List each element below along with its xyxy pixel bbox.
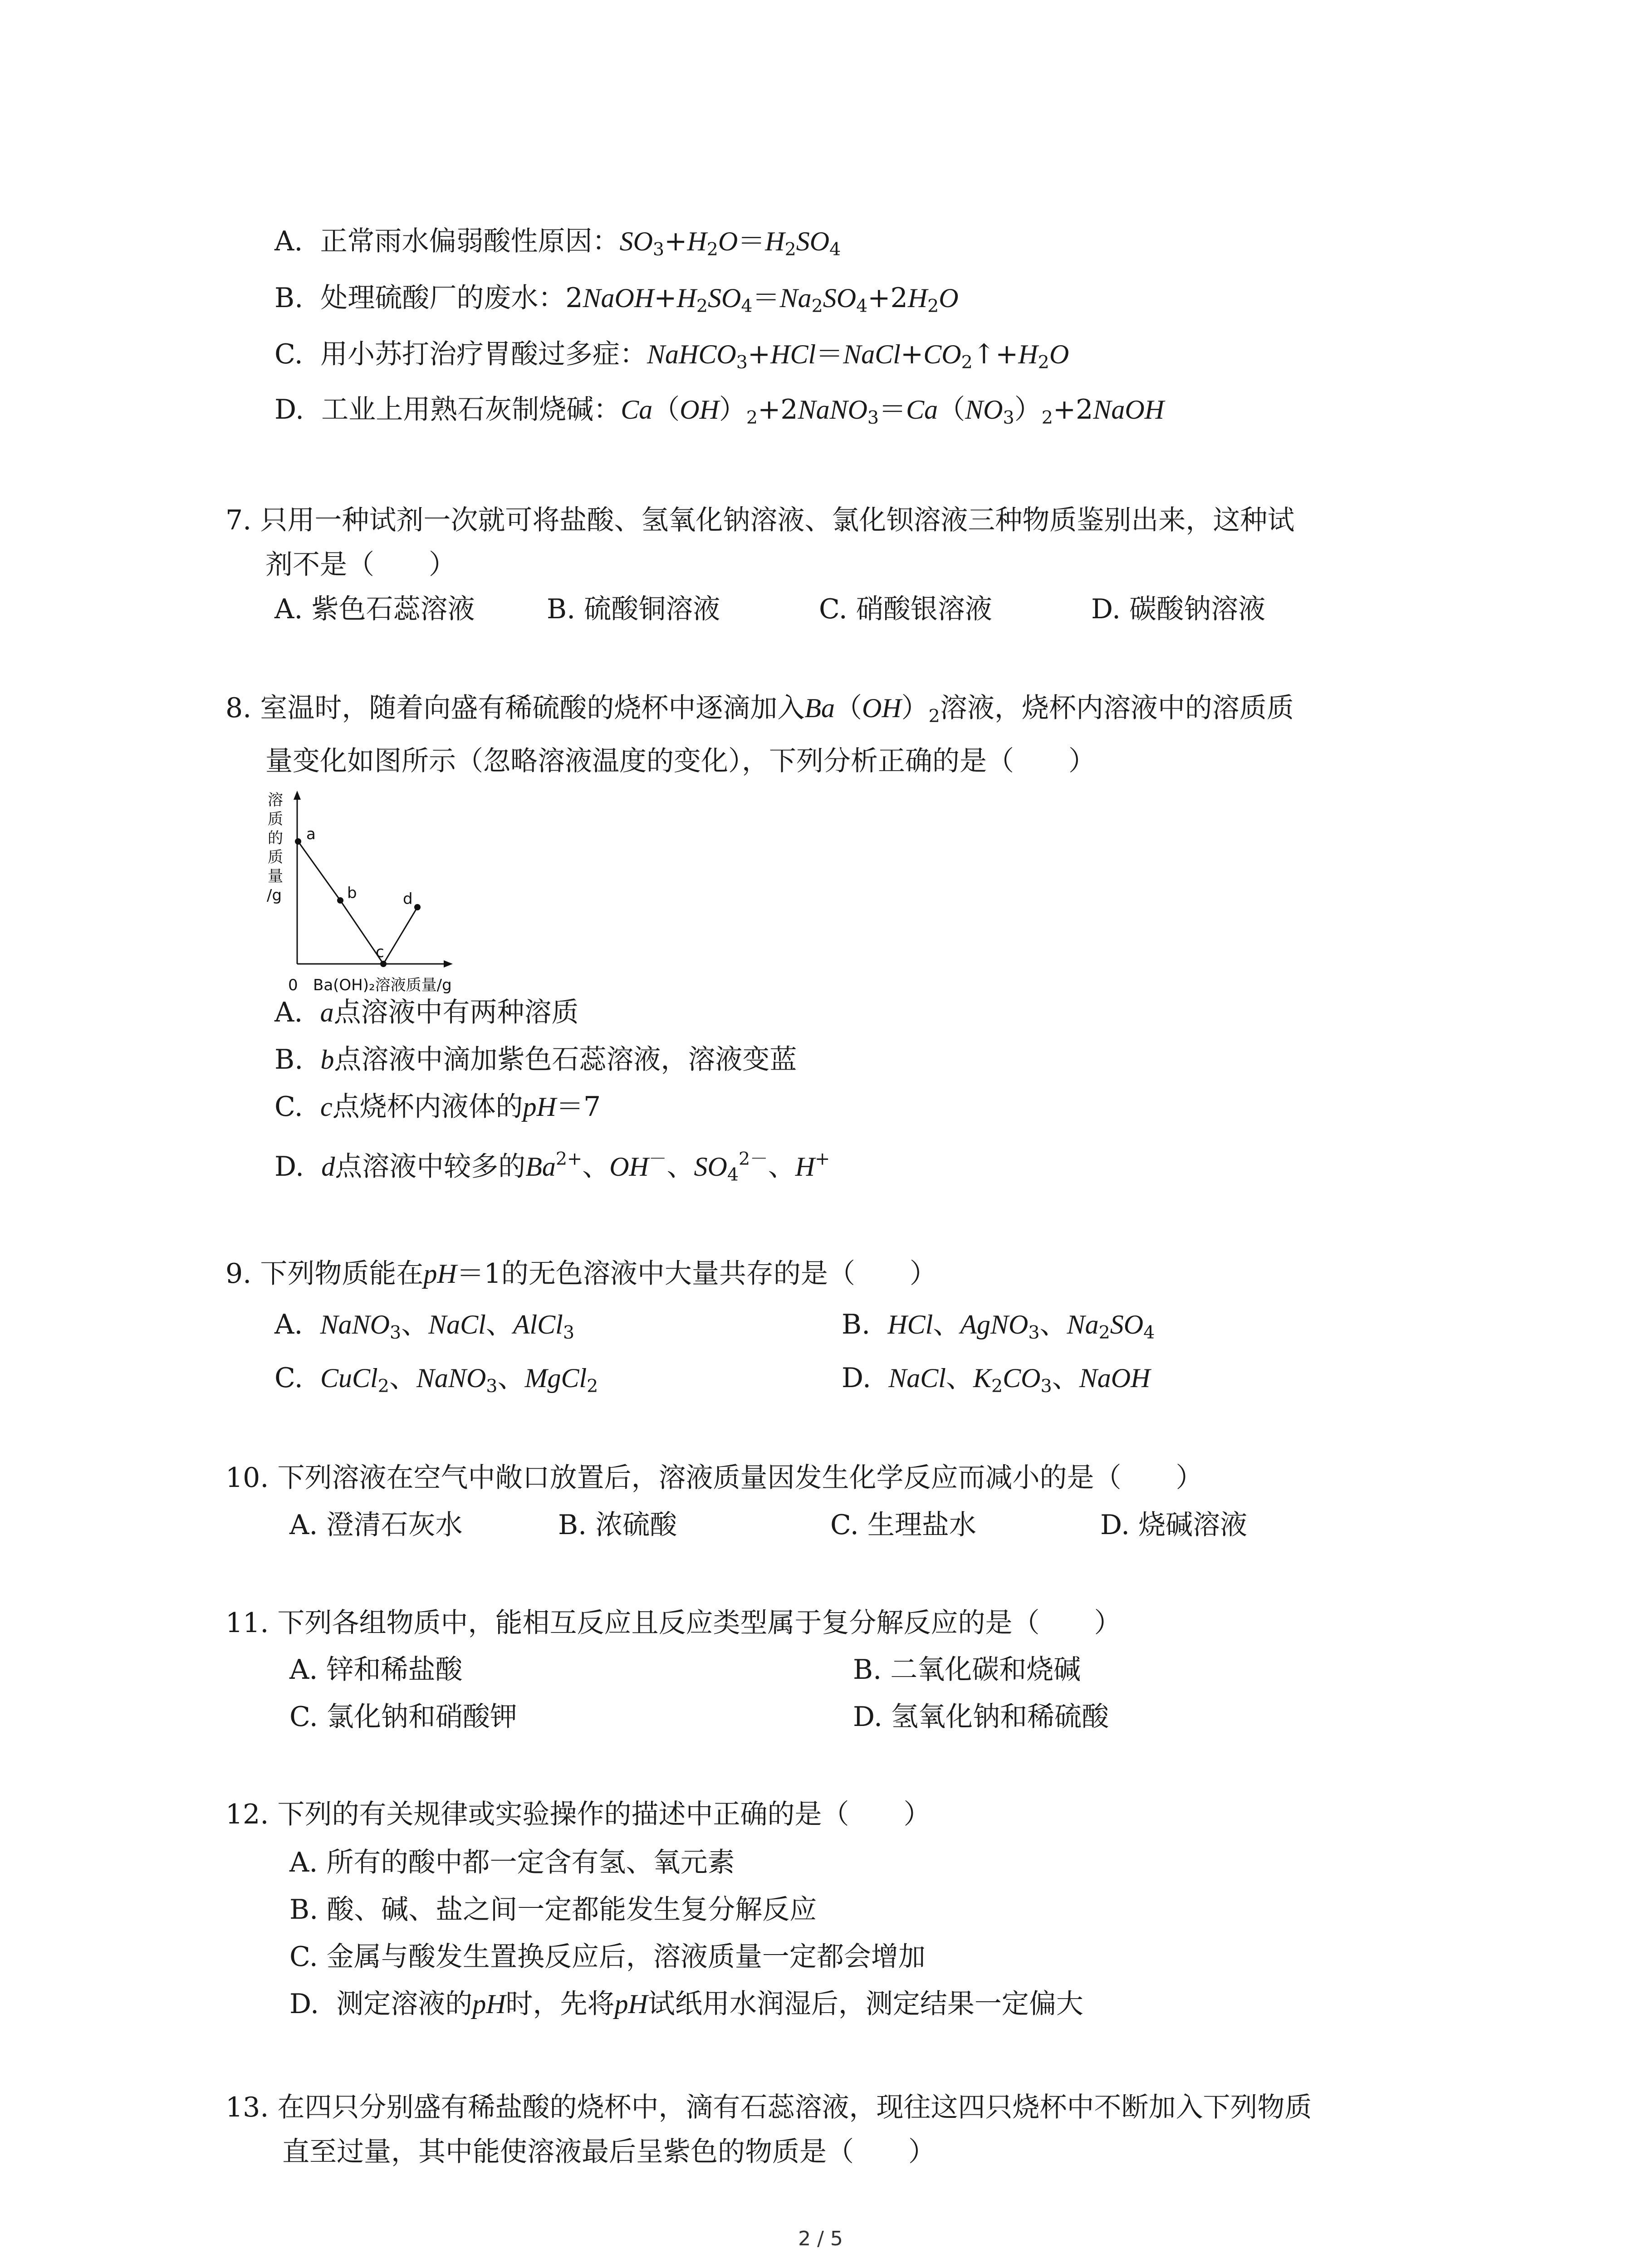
q7-stem-line1: 7. 只用一种试剂一次就可将盐酸、氢氧化钠溶液、氯化钡溶液三种物质鉴别出来，这种试 — [225, 504, 1295, 536]
q8-stem-line2: 量变化如图所示（忽略溶液温度的变化），下列分析正确的是（ ） — [265, 745, 1096, 777]
q7-option-d: D. 碳酸钠溶液 — [1091, 593, 1266, 625]
q12-option-a: A. 所有的酸中都一定含有氢、氧元素 — [289, 1847, 735, 1878]
svg-text:质: 质 — [268, 848, 283, 866]
graph-point-b — [337, 897, 343, 904]
graph-y-label — [267, 791, 283, 904]
q11-option-d: D. 氢氧化钠和稀硫酸 — [853, 1701, 1109, 1733]
q13-stem-line2: 直至过量，其中能使溶液最后呈紫色的物质是（ ） — [282, 2136, 936, 2168]
graph-label-b: b — [347, 884, 357, 902]
q8-option-c: C. c点烧杯内液体的pH＝7 — [274, 1091, 601, 1123]
svg-text:溶: 溶 — [268, 791, 283, 809]
page-number: 2 / 5 — [798, 2227, 843, 2250]
graph-x-label: Ba(OH)₂溶液质量/g — [313, 976, 452, 994]
svg-text:质: 质 — [268, 810, 283, 828]
graph-x-arrow — [444, 960, 453, 968]
graph-label-d: d — [403, 890, 413, 908]
q7-option-c: C. 硝酸银溶液 — [819, 593, 992, 625]
q12-stem: 12. 下列的有关规律或实验操作的描述中正确的是（ ） — [225, 1799, 931, 1830]
svg-text:量: 量 — [268, 867, 283, 885]
q8-graph — [259, 787, 495, 1000]
q10-option-a: A. 澄清石灰水 — [289, 1509, 463, 1541]
q7-option-a: A. 紫色石蕊溶液 — [274, 593, 475, 625]
q8-stem-line1: 8. 室温时，随着向盛有稀硫酸的烧杯中逐滴加入$Ba(OH)_2$溶液，烧杯内溶液中的溶质质 — [225, 692, 1294, 727]
q11-option-c: C. 氯化钠和硝酸钾 — [289, 1701, 517, 1733]
q8-option-b: B. b点溶液中滴加紫色石蕊溶液，溶液变蓝 — [274, 1044, 797, 1075]
q9-option-b: B. HCl、AgNO$_3$、$Na_2SO_4$ — [842, 1309, 1155, 1344]
graph-label-c: c — [376, 943, 384, 961]
q13-stem-line1: 13. 在四只分别盛有稀盐酸的烧杯中，滴有石蕊溶液，现往这四只烧杯中不断加入下列物质 — [225, 2092, 1312, 2123]
q12-option-d: D. 测定溶液的pH时，先将pH试纸用水润湿后，测定结果一定偏大 — [289, 1988, 1083, 2020]
q7-option-b: B. 硫酸铜溶液 — [547, 593, 720, 625]
q11-stem: 11. 下列各组物质中，能相互反应且反应类型属于复分解反应的是（ ） — [225, 1607, 1122, 1639]
graph-curve — [298, 841, 417, 964]
q9-option-c: C. CuCl$_2$、NaNO$_3$、MgCl$_2$ — [274, 1362, 598, 1397]
q8-option-d: D. d点溶液中较多的$Ba^{2+}$、OH－、$SO_4^{2-}$、H+ — [274, 1149, 830, 1185]
q8-option-a: A. a点溶液中有两种溶质 — [274, 997, 579, 1028]
q7-stem-line2: 剂不是（ ） — [265, 549, 456, 581]
q10-option-c: C. 生理盐水 — [830, 1509, 976, 1541]
q9-option-a: A. NaNO$_3$、NaCl、AlCl$_3$ — [274, 1309, 575, 1344]
graph-point-c — [380, 961, 387, 967]
graph-origin-label: 0 — [288, 976, 298, 994]
q9-option-d: D. NaCl、$K_2CO_3$、NaOH — [842, 1362, 1151, 1397]
q12-option-c: C. 金属与酸发生置换反应后，溶液质量一定都会增加 — [289, 1941, 926, 1973]
q12-option-b: B. 酸、碱、盐之间一定都能发生复分解反应 — [289, 1894, 817, 1926]
q6-option-b: B. 处理硫酸厂的废水：$2NaOH+H_2SO_4=Na_2SO_4+2H_2O$ — [274, 282, 959, 317]
graph-point-d — [414, 904, 421, 910]
graph-point-a — [295, 838, 301, 845]
q10-stem: 10. 下列溶液在空气中敞口放置后，溶液质量因发生化学反应而减小的是（ ） — [225, 1462, 1203, 1494]
q6-option-a: A. 正常雨水偏弱酸性原因：$SO_3+H_2O=H_2SO_4$ — [274, 225, 841, 260]
q10-option-d: D. 烧碱溶液 — [1100, 1509, 1248, 1541]
q6-option-c: C. 用小苏打治疗胃酸过多症：$NaHCO_3+HCl=NaCl+CO_2↑+H_2O$ — [274, 338, 1069, 373]
svg-text:的: 的 — [268, 829, 283, 847]
q9-stem: 9. 下列物质能在pH＝1的无色溶液中大量共存的是（ ） — [225, 1258, 937, 1290]
graph-label-a: a — [306, 825, 316, 843]
q6-option-d: D. 工业上用熟石灰制烧碱：$Ca(OH)_2+2NaNO_3=Ca(NO_3)_2+2NaOH$ — [274, 394, 1165, 429]
q10-option-b: B. 浓硫酸 — [558, 1509, 677, 1541]
q11-option-b: B. 二氧化碳和烧碱 — [853, 1654, 1081, 1686]
svg-text:/g: /g — [267, 886, 282, 904]
q11-option-a: A. 锌和稀盐酸 — [289, 1654, 463, 1686]
graph-y-arrow — [294, 791, 301, 800]
